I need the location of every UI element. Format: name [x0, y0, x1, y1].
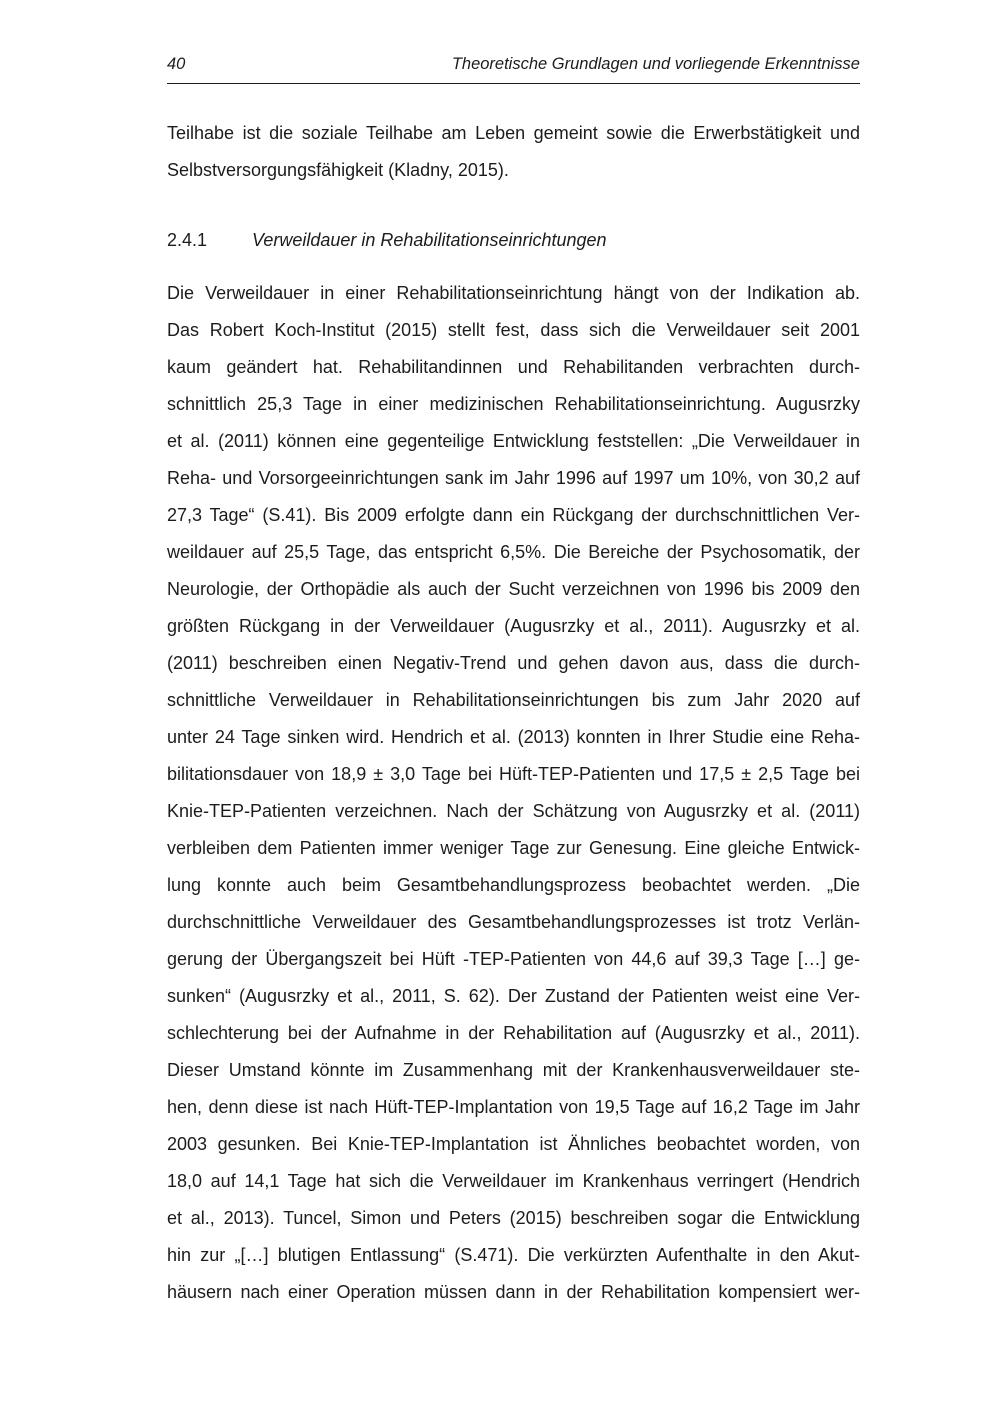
body-paragraph [167, 275, 860, 1311]
page-content [167, 115, 860, 1311]
intro-paragraph [167, 115, 860, 189]
text-line: gerung der Übergangszeit bei Hüft -TEP-Patienten von 44,6 auf 39,3 Tage […] ge- [167, 949, 860, 969]
text-line: sunken“ (Augusrzky et al., 2011, S. 62). Der Zustand der Patienten weist eine Ver- [167, 986, 860, 1006]
page-number: 40 [167, 55, 186, 73]
text-line: durchschnittliche Verweildauer des Gesamtbehandlungsprozesses ist trotz Verlän- [167, 912, 860, 932]
text-line: Neurologie, der Orthopädie als auch der Sucht verzeichnen von 1996 bis 2009 den [167, 579, 860, 599]
text-line: hin zur „[…] blutigen Entlassung“ (S.471). Die verkürzten Aufenthalte in den Akut- [167, 1245, 860, 1265]
text-line: weildauer auf 25,5 Tage, das entspricht 6,5%. Die Bereiche der Psychosomatik, der [167, 542, 860, 562]
text-line: 27,3 Tage“ (S.41). Bis 2009 erfolgte dann ein Rückgang der durchschnittlichen Ver- [167, 505, 860, 525]
text-line: hen, denn diese ist nach Hüft-TEP-Implantation von 19,5 Tage auf 16,2 Tage im Jahr [167, 1097, 860, 1117]
text-line: Selbstversorgungsfähigkeit (Kladny, 2015). [167, 160, 509, 180]
text-line: häusern nach einer Operation müssen dann in der Rehabilitation kompensiert wer- [167, 1282, 860, 1302]
section-heading [167, 222, 860, 259]
text-line: Die Verweildauer in einer Rehabilitationseinrichtung hängt von der Indikation ab. [167, 283, 860, 303]
text-line: Das Robert Koch-Institut (2015) stellt fest, dass sich die Verweildauer seit 2001 [167, 320, 860, 340]
text-line: größten Rückgang in der Verweildauer (Augusrzky et al., 2011). Augusrzky et al. [167, 616, 860, 636]
section-number: 2.4.1 [167, 230, 208, 250]
text-line: 18,0 auf 14,1 Tage hat sich die Verweildauer im Krankenhaus verringert (Hendrich [167, 1171, 860, 1191]
text-line: lung konnte auch beim Gesamtbehandlungsprozess beobachtet werden. „Die [167, 875, 860, 895]
text-line: verbleiben dem Patienten immer weniger Tage zur Genesung. Eine gleiche Entwick- [167, 838, 860, 858]
text-line: et al. (2011) können eine gegenteilige Entwicklung feststellen: „Die Verweildauer in [167, 431, 860, 451]
text-line: et al., 2013). Tuncel, Simon und Peters (2015) beschreiben sogar die Entwicklung [167, 1208, 860, 1228]
text-line: bilitationsdauer von 18,9 ± 3,0 Tage bei Hüft-TEP-Patienten und 17,5 ± 2,5 Tage bei [167, 764, 860, 784]
page-header [167, 55, 860, 84]
text-line: (2011) beschreiben einen Negativ-Trend und gehen davon aus, dass die durch- [167, 653, 860, 673]
text-line: kaum geändert hat. Rehabilitandinnen und Rehabilitanden verbrachten durch- [167, 357, 860, 377]
text-line: schlechterung bei der Aufnahme in der Rehabilitation auf (Augusrzky et al., 2011). [167, 1023, 860, 1043]
text-line: unter 24 Tage sinken wird. Hendrich et al. (2013) konnten in Ihrer Studie eine Reha- [167, 727, 860, 747]
text-line: schnittliche Verweildauer in Rehabilitationseinrichtungen bis zum Jahr 2020 auf [167, 690, 860, 710]
text-line: Reha- und Vorsorgeeinrichtungen sank im Jahr 1996 auf 1997 um 10%, von 30,2 auf [167, 468, 860, 488]
text-line: schnittlich 25,3 Tage in einer medizinischen Rehabilitationseinrichtung. Augusrzky [167, 394, 860, 414]
text-line: 2003 gesunken. Bei Knie-TEP-Implantation ist Ähnliches beobachtet worden, von [167, 1134, 860, 1154]
running-title: Theoretische Grundlagen und vorliegende Erkenntnisse [451, 55, 860, 73]
text-line: Knie-TEP-Patienten verzeichnen. Nach der Schätzung von Augusrzky et al. (2011) [167, 801, 860, 821]
text-line: Dieser Umstand könnte im Zusammenhang mit der Krankenhausverweildauer ste- [167, 1060, 860, 1080]
section-title: Verweildauer in Rehabilitationseinrichtungen [252, 230, 607, 250]
text-line: Teilhabe ist die soziale Teilhabe am Leben gemeint sowie die Erwerbstätigkeit und [167, 123, 860, 143]
